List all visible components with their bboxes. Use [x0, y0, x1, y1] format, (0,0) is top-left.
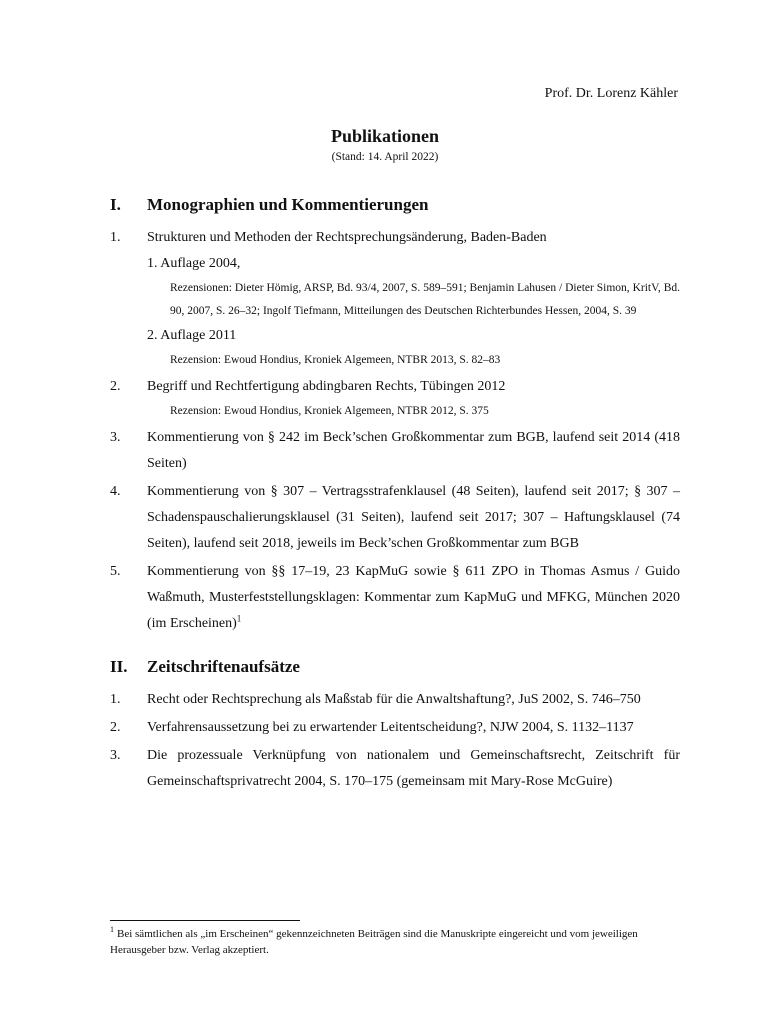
page-title: Publikationen — [330, 126, 440, 146]
entry-text: Kommentierung von § 307 – Vertragsstrafenklausel (48 Seiten), laufend seit 2017; § 307 – Schadenspauschalierungsklausel (31 Seiten), laufend seit 2017; 307 – Haftungsklausel (74 Seiten), laufend seit 2018, jeweils im Beck’schen Großkommentar zum BGB — [147, 484, 680, 551]
footnote-divider — [110, 920, 300, 921]
entry-number: 2. — [110, 379, 121, 394]
entry-number: 3. — [110, 748, 121, 763]
section-heading-zeitschriftenaufsaetze — [110, 657, 680, 687]
section-title: Zeitschriftenaufsätze — [147, 657, 300, 676]
review-text: Rezension: Ewoud Hondius, Kroniek Algemeen, NTBR 2013, S. 82–83 — [170, 354, 501, 366]
entry-number: 2. — [110, 720, 121, 735]
footnote-reference[interactable]: 1 — [236, 613, 242, 624]
stand-date: (Stand: 14. April 2022) — [331, 151, 439, 163]
review-text: Rezension: Ewoud Hondius, Kroniek Algemeen, NTBR 2012, S. 375 — [170, 405, 489, 417]
entry-text: Kommentierung von § 242 im Beck’schen Großkommentar zum BGB, laufend seit 2014 (418 Seiten) — [147, 430, 680, 471]
entry-text: Begriff und Rechtfertigung abdingbaren Rechts, Tübingen 2012 — [147, 379, 506, 394]
list-item — [110, 425, 680, 477]
edition-label: 1. Auflage 2004, — [147, 256, 241, 271]
section-number: I. — [110, 195, 121, 214]
entry-number: 1. — [110, 692, 121, 707]
entry-text-with-footnote — [147, 559, 680, 637]
entry-text: Recht oder Rechtsprechung als Maßstab für die Anwaltshaftung?, JuS 2002, S. 746–750 — [147, 692, 641, 707]
publication-list — [110, 195, 680, 795]
edition-label: 2. Auflage 2011 — [147, 328, 237, 343]
footnote — [110, 926, 678, 958]
entry-text: Die prozessuale Verknüpfung von nationalem und Gemeinschaftsrecht, Zeitschrift für Gemeinschaftsprivatrecht 2004, S. 170–175 (gemeinsam mit Mary-Rose McGuire) — [147, 748, 680, 789]
entry-text: Kommentierung von §§ 17–19, 23 KapMuG sowie § 611 ZPO in Thomas Asmus / Guido Waßmuth, Musterfeststellungsklagen: Kommentar zum KapMuG und MFKG, München 2020 (im Erscheinen) — [147, 564, 680, 631]
section-title: Monographien und Kommentierungen — [147, 195, 429, 214]
entry-number: 1. — [110, 230, 121, 245]
list-item — [110, 374, 680, 423]
entry-text: Strukturen und Methoden der Rechtsprechungsänderung, Baden-Baden — [147, 230, 547, 245]
author-name: Prof. Dr. Lorenz Kähler — [544, 86, 678, 101]
list-item — [110, 743, 680, 795]
list-item — [110, 687, 680, 713]
list-item — [110, 559, 680, 637]
section-number: II. — [110, 657, 128, 676]
entry-text: Verfahrensaussetzung bei zu erwartender Leitentscheidung?, NJW 2004, S. 1132–1137 — [147, 720, 634, 735]
section-heading-monographien — [110, 195, 680, 225]
list-item — [110, 225, 680, 372]
entry-number: 5. — [110, 564, 121, 579]
entry-number: 4. — [110, 484, 121, 499]
footnote-number: 1 — [110, 925, 114, 935]
list-item — [110, 715, 680, 741]
footnote-text: Bei sämtlichen als „im Erscheinen“ gekennzeichneten Beiträgen sind die Manuskripte eingereicht und vom jeweiligen Herausgeber bzw. Verlag akzeptiert. — [110, 928, 638, 956]
review-text: Rezensionen: Dieter Hömig, ARSP, Bd. 93/4, 2007, S. 589–591; Benjamin Lahusen / Dieter Simon, KritV, Bd. 90, 2007, S. 26–32; Ingolf Tiefmann, Mitteilungen des Deutschen Richterbundes Hessen, 2004, S. 39 — [170, 282, 680, 317]
list-item — [110, 479, 680, 557]
entry-number: 3. — [110, 430, 121, 445]
